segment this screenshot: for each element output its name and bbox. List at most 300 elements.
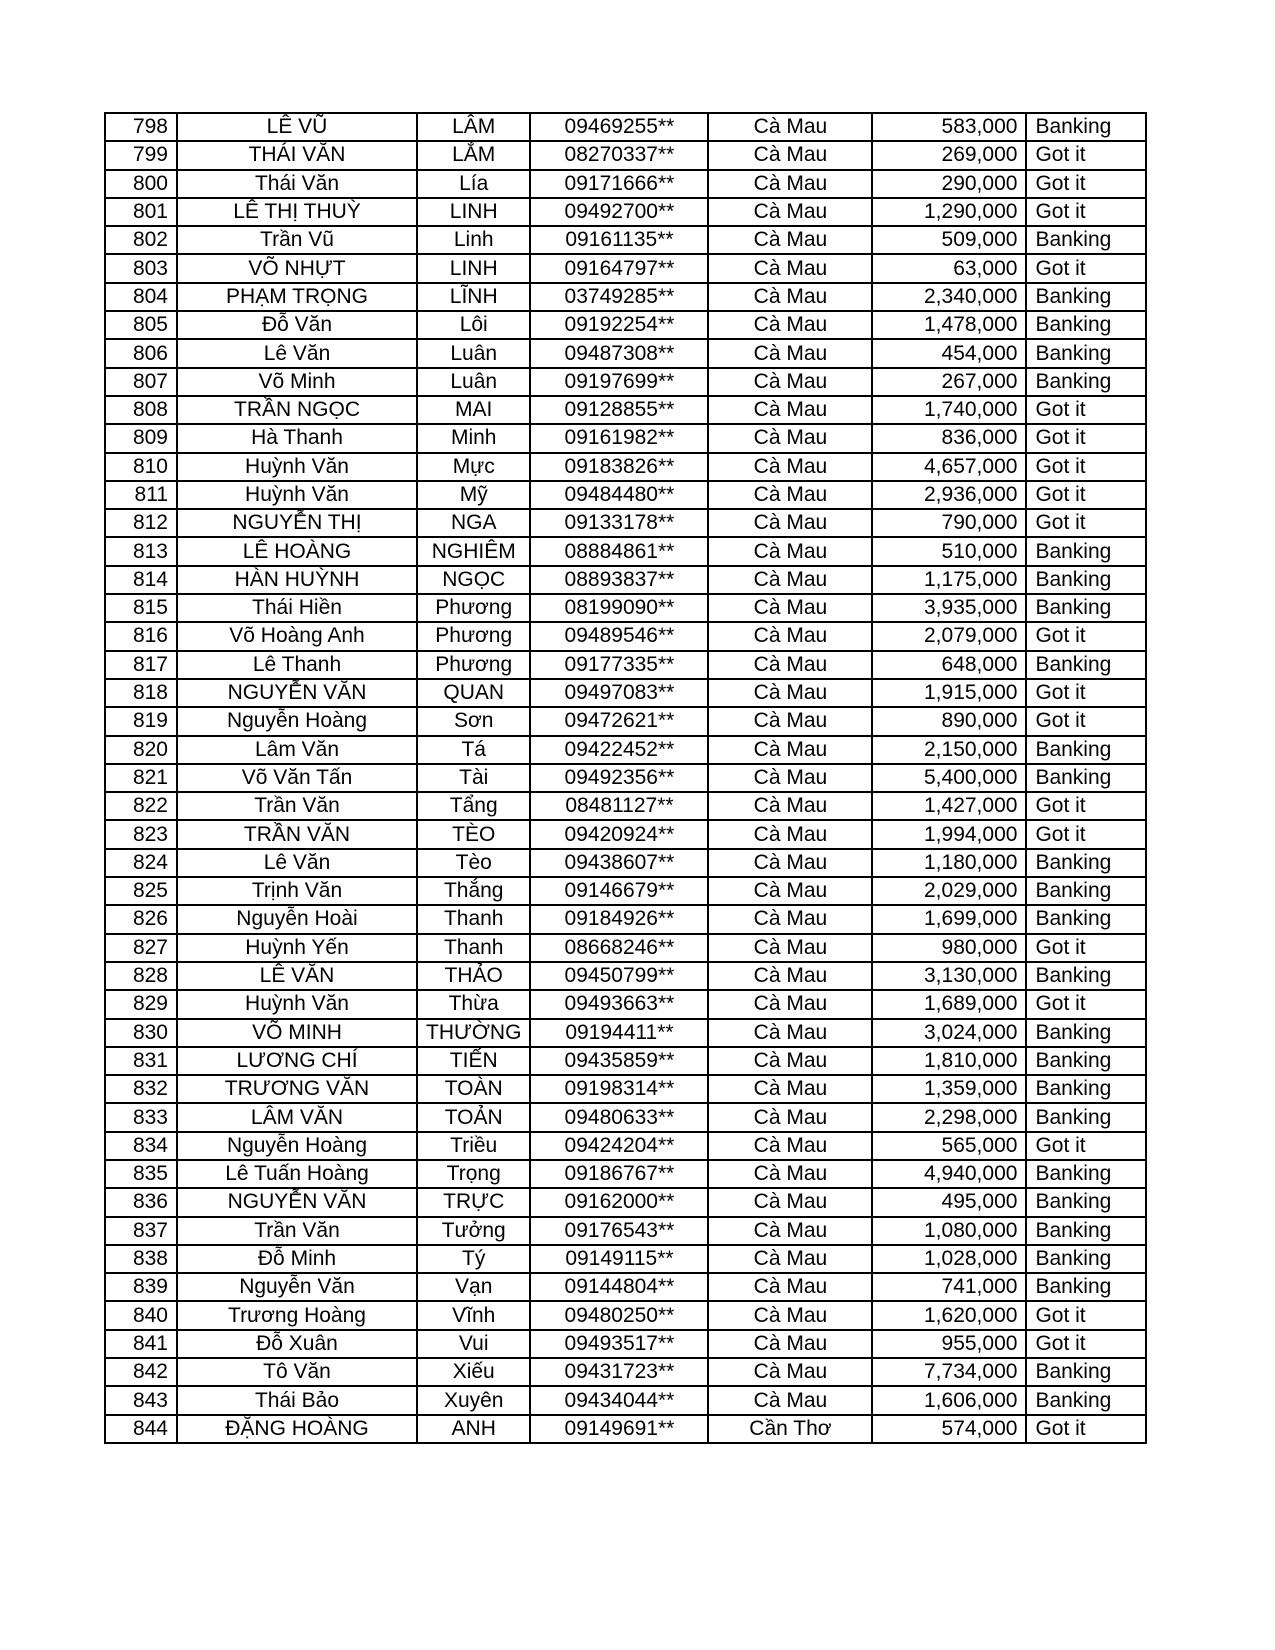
table-row — [105, 113, 1146, 141]
table-row — [105, 141, 1146, 169]
table-row — [105, 1415, 1146, 1443]
payment-method-cell: Banking — [1026, 764, 1146, 792]
payment-method-cell: Got it — [1026, 622, 1146, 650]
payment-method-cell: Banking — [1026, 905, 1146, 933]
payment-method-cell: Banking — [1026, 651, 1146, 679]
last-middle-name-cell: Đỗ Văn — [177, 311, 417, 339]
payment-method-cell: Banking — [1026, 311, 1146, 339]
last-middle-name-cell: LƯƠNG CHÍ — [177, 1047, 417, 1075]
table-row — [105, 651, 1146, 679]
amount-cell: 1,740,000 — [872, 396, 1026, 424]
amount-cell: 836,000 — [872, 424, 1026, 452]
first-name-cell: Xiếu — [417, 1358, 530, 1386]
first-name-cell: Triều — [417, 1132, 530, 1160]
city-cell: Cà Mau — [708, 396, 872, 424]
row-number-cell: 798 — [105, 113, 177, 141]
phone-number-cell: 09197699** — [530, 368, 708, 396]
row-number-cell: 836 — [105, 1188, 177, 1216]
table-row — [105, 481, 1146, 509]
payment-method-cell: Banking — [1026, 566, 1146, 594]
first-name-cell: Phương — [417, 651, 530, 679]
table-row — [105, 849, 1146, 877]
row-number-cell: 813 — [105, 537, 177, 565]
city-cell: Cà Mau — [708, 849, 872, 877]
amount-cell: 1,810,000 — [872, 1047, 1026, 1075]
payment-method-cell: Got it — [1026, 396, 1146, 424]
payment-method-cell: Got it — [1026, 707, 1146, 735]
payment-method-cell: Got it — [1026, 1330, 1146, 1358]
city-cell: Cà Mau — [708, 113, 872, 141]
row-number-cell: 825 — [105, 877, 177, 905]
row-number-cell: 811 — [105, 481, 177, 509]
row-number-cell: 814 — [105, 566, 177, 594]
payment-method-cell: Banking — [1026, 594, 1146, 622]
amount-cell: 890,000 — [872, 707, 1026, 735]
payment-method-cell: Banking — [1026, 1217, 1146, 1245]
last-middle-name-cell: Huỳnh Văn — [177, 481, 417, 509]
table-row — [105, 679, 1146, 707]
table-row — [105, 198, 1146, 226]
row-number-cell: 822 — [105, 792, 177, 820]
first-name-cell: TÈO — [417, 820, 530, 848]
payment-method-cell: Banking — [1026, 962, 1146, 990]
city-cell: Cà Mau — [708, 453, 872, 481]
phone-number-cell: 09435859** — [530, 1047, 708, 1075]
phone-number-cell: 09420924** — [530, 820, 708, 848]
payment-method-cell: Got it — [1026, 453, 1146, 481]
city-cell: Cà Mau — [708, 594, 872, 622]
city-cell: Cà Mau — [708, 1019, 872, 1047]
row-number-cell: 808 — [105, 396, 177, 424]
payment-method-cell: Got it — [1026, 1415, 1146, 1443]
table-row — [105, 934, 1146, 962]
row-number-cell: 816 — [105, 622, 177, 650]
amount-cell: 1,427,000 — [872, 792, 1026, 820]
amount-cell: 980,000 — [872, 934, 1026, 962]
payment-method-cell: Banking — [1026, 1358, 1146, 1386]
last-middle-name-cell: TRƯƠNG VĂN — [177, 1075, 417, 1103]
amount-cell: 648,000 — [872, 651, 1026, 679]
first-name-cell: Phương — [417, 622, 530, 650]
first-name-cell: TOẢN — [417, 1103, 530, 1131]
first-name-cell: Luân — [417, 339, 530, 367]
city-cell: Cà Mau — [708, 1103, 872, 1131]
last-middle-name-cell: LÊ THỊ THUỲ — [177, 198, 417, 226]
row-number-cell: 806 — [105, 339, 177, 367]
payment-method-cell: Got it — [1026, 254, 1146, 282]
amount-cell: 4,657,000 — [872, 453, 1026, 481]
phone-number-cell: 08199090** — [530, 594, 708, 622]
row-number-cell: 819 — [105, 707, 177, 735]
first-name-cell: Thanh — [417, 905, 530, 933]
payment-method-cell: Banking — [1026, 339, 1146, 367]
city-cell: Cà Mau — [708, 1188, 872, 1216]
phone-number-cell: 03749285** — [530, 283, 708, 311]
table-row — [105, 622, 1146, 650]
first-name-cell: Thừa — [417, 990, 530, 1018]
first-name-cell: TOÀN — [417, 1075, 530, 1103]
row-number-cell: 820 — [105, 736, 177, 764]
payment-method-cell: Banking — [1026, 368, 1146, 396]
amount-cell: 1,915,000 — [872, 679, 1026, 707]
first-name-cell: Vạn — [417, 1273, 530, 1301]
phone-number-cell: 09161982** — [530, 424, 708, 452]
first-name-cell: Vui — [417, 1330, 530, 1358]
phone-number-cell: 08893837** — [530, 566, 708, 594]
city-cell: Cà Mau — [708, 736, 872, 764]
row-number-cell: 824 — [105, 849, 177, 877]
amount-cell: 510,000 — [872, 537, 1026, 565]
row-number-cell: 801 — [105, 198, 177, 226]
amount-cell: 1,080,000 — [872, 1217, 1026, 1245]
first-name-cell: Tài — [417, 764, 530, 792]
phone-number-cell: 09497083** — [530, 679, 708, 707]
last-middle-name-cell: VÕ MINH — [177, 1019, 417, 1047]
first-name-cell: NGA — [417, 509, 530, 537]
phone-number-cell: 09171666** — [530, 170, 708, 198]
amount-cell: 1,606,000 — [872, 1386, 1026, 1414]
last-middle-name-cell: Lê Thanh — [177, 651, 417, 679]
city-cell: Cà Mau — [708, 905, 872, 933]
amount-cell: 2,298,000 — [872, 1103, 1026, 1131]
city-cell: Cà Mau — [708, 339, 872, 367]
amount-cell: 2,079,000 — [872, 622, 1026, 650]
table-row — [105, 1301, 1146, 1329]
phone-number-cell: 09489546** — [530, 622, 708, 650]
phone-number-cell: 09162000** — [530, 1188, 708, 1216]
amount-cell: 2,340,000 — [872, 283, 1026, 311]
city-cell: Cà Mau — [708, 226, 872, 254]
amount-cell: 565,000 — [872, 1132, 1026, 1160]
table-row — [105, 594, 1146, 622]
city-cell: Cà Mau — [708, 509, 872, 537]
row-number-cell: 827 — [105, 934, 177, 962]
payment-method-cell: Banking — [1026, 849, 1146, 877]
amount-cell: 1,689,000 — [872, 990, 1026, 1018]
last-middle-name-cell: Trần Vũ — [177, 226, 417, 254]
table-row — [105, 707, 1146, 735]
table-row — [105, 537, 1146, 565]
table-row — [105, 1245, 1146, 1273]
row-number-cell: 842 — [105, 1358, 177, 1386]
last-middle-name-cell: Đỗ Minh — [177, 1245, 417, 1273]
city-cell: Cà Mau — [708, 651, 872, 679]
phone-number-cell: 09424204** — [530, 1132, 708, 1160]
payment-method-cell: Banking — [1026, 1273, 1146, 1301]
row-number-cell: 841 — [105, 1330, 177, 1358]
amount-cell: 583,000 — [872, 113, 1026, 141]
amount-cell: 509,000 — [872, 226, 1026, 254]
city-cell: Cà Mau — [708, 566, 872, 594]
first-name-cell: Lía — [417, 170, 530, 198]
first-name-cell: THẢO — [417, 962, 530, 990]
amount-cell: 1,175,000 — [872, 566, 1026, 594]
last-middle-name-cell: LÊ VŨ — [177, 113, 417, 141]
first-name-cell: Tý — [417, 1245, 530, 1273]
amount-cell: 5,400,000 — [872, 764, 1026, 792]
row-number-cell: 832 — [105, 1075, 177, 1103]
amount-cell: 1,620,000 — [872, 1301, 1026, 1329]
table-row — [105, 820, 1146, 848]
table-row — [105, 368, 1146, 396]
row-number-cell: 829 — [105, 990, 177, 1018]
first-name-cell: Thắng — [417, 877, 530, 905]
amount-cell: 269,000 — [872, 141, 1026, 169]
phone-number-cell: 09493517** — [530, 1330, 708, 1358]
row-number-cell: 843 — [105, 1386, 177, 1414]
row-number-cell: 818 — [105, 679, 177, 707]
first-name-cell: LÂM — [417, 113, 530, 141]
first-name-cell: LẮM — [417, 141, 530, 169]
amount-cell: 574,000 — [872, 1415, 1026, 1443]
amount-cell: 1,994,000 — [872, 820, 1026, 848]
first-name-cell: Tá — [417, 736, 530, 764]
amount-cell: 3,130,000 — [872, 962, 1026, 990]
phone-number-cell: 09434044** — [530, 1386, 708, 1414]
amount-cell: 790,000 — [872, 509, 1026, 537]
last-middle-name-cell: Nguyễn Văn — [177, 1273, 417, 1301]
row-number-cell: 810 — [105, 453, 177, 481]
first-name-cell: Linh — [417, 226, 530, 254]
payment-method-cell: Banking — [1026, 736, 1146, 764]
first-name-cell: Xuyên — [417, 1386, 530, 1414]
first-name-cell: Phương — [417, 594, 530, 622]
table-row — [105, 764, 1146, 792]
city-cell: Cà Mau — [708, 1132, 872, 1160]
row-number-cell: 823 — [105, 820, 177, 848]
amount-cell: 2,936,000 — [872, 481, 1026, 509]
row-number-cell: 807 — [105, 368, 177, 396]
table-row — [105, 566, 1146, 594]
table-row — [105, 1132, 1146, 1160]
last-middle-name-cell: LÊ HOÀNG — [177, 537, 417, 565]
amount-cell: 3,024,000 — [872, 1019, 1026, 1047]
table-row — [105, 226, 1146, 254]
payment-method-cell: Banking — [1026, 1386, 1146, 1414]
last-middle-name-cell: NGUYỄN VĂN — [177, 1188, 417, 1216]
city-cell: Cà Mau — [708, 283, 872, 311]
last-middle-name-cell: Lê Tuấn Hoàng — [177, 1160, 417, 1188]
payment-method-cell: Got it — [1026, 198, 1146, 226]
city-cell: Cà Mau — [708, 1386, 872, 1414]
last-middle-name-cell: PHẠM TRỌNG — [177, 283, 417, 311]
amount-cell: 495,000 — [872, 1188, 1026, 1216]
amount-cell: 7,734,000 — [872, 1358, 1026, 1386]
last-middle-name-cell: Võ Hoàng Anh — [177, 622, 417, 650]
table-row — [105, 254, 1146, 282]
phone-number-cell: 09438607** — [530, 849, 708, 877]
amount-cell: 1,180,000 — [872, 849, 1026, 877]
last-middle-name-cell: Thái Văn — [177, 170, 417, 198]
city-cell: Cà Mau — [708, 1358, 872, 1386]
phone-number-cell: 09192254** — [530, 311, 708, 339]
row-number-cell: 804 — [105, 283, 177, 311]
phone-number-cell: 09431723** — [530, 1358, 708, 1386]
city-cell: Cà Mau — [708, 424, 872, 452]
last-middle-name-cell: Đỗ Xuân — [177, 1330, 417, 1358]
payment-method-cell: Banking — [1026, 1019, 1146, 1047]
row-number-cell: 833 — [105, 1103, 177, 1131]
table-row — [105, 283, 1146, 311]
city-cell: Cà Mau — [708, 141, 872, 169]
payment-method-cell: Banking — [1026, 877, 1146, 905]
row-number-cell: 831 — [105, 1047, 177, 1075]
amount-cell: 4,940,000 — [872, 1160, 1026, 1188]
city-cell: Cà Mau — [708, 679, 872, 707]
city-cell: Cà Mau — [708, 254, 872, 282]
amount-cell: 290,000 — [872, 170, 1026, 198]
payment-method-cell: Banking — [1026, 1160, 1146, 1188]
payment-method-cell: Got it — [1026, 170, 1146, 198]
amount-cell: 1,699,000 — [872, 905, 1026, 933]
last-middle-name-cell: ĐẶNG HOÀNG — [177, 1415, 417, 1443]
phone-number-cell: 09194411** — [530, 1019, 708, 1047]
last-middle-name-cell: VÕ NHỰT — [177, 254, 417, 282]
phone-number-cell: 08668246** — [530, 934, 708, 962]
phone-number-cell: 09480633** — [530, 1103, 708, 1131]
table-row — [105, 424, 1146, 452]
amount-cell: 454,000 — [872, 339, 1026, 367]
payment-method-cell: Got it — [1026, 792, 1146, 820]
city-cell: Cà Mau — [708, 1330, 872, 1358]
city-cell: Cà Mau — [708, 1301, 872, 1329]
last-middle-name-cell: Trịnh Văn — [177, 877, 417, 905]
row-number-cell: 821 — [105, 764, 177, 792]
row-number-cell: 834 — [105, 1132, 177, 1160]
row-number-cell: 802 — [105, 226, 177, 254]
first-name-cell: Sơn — [417, 707, 530, 735]
payment-method-cell: Got it — [1026, 934, 1146, 962]
last-middle-name-cell: Lê Văn — [177, 339, 417, 367]
row-number-cell: 838 — [105, 1245, 177, 1273]
first-name-cell: Mỹ — [417, 481, 530, 509]
payment-method-cell: Banking — [1026, 226, 1146, 254]
phone-number-cell: 09422452** — [530, 736, 708, 764]
table-row — [105, 1330, 1146, 1358]
row-number-cell: 835 — [105, 1160, 177, 1188]
last-middle-name-cell: Võ Minh — [177, 368, 417, 396]
first-name-cell: LINH — [417, 198, 530, 226]
city-cell: Cần Thơ — [708, 1415, 872, 1443]
table-row — [105, 1103, 1146, 1131]
city-cell: Cà Mau — [708, 707, 872, 735]
row-number-cell: 839 — [105, 1273, 177, 1301]
row-number-cell: 817 — [105, 651, 177, 679]
amount-cell: 741,000 — [872, 1273, 1026, 1301]
phone-number-cell: 09133178** — [530, 509, 708, 537]
last-middle-name-cell: TRẦN NGỌC — [177, 396, 417, 424]
last-middle-name-cell: TRẦN VĂN — [177, 820, 417, 848]
first-name-cell: TIẾN — [417, 1047, 530, 1075]
row-number-cell: 828 — [105, 962, 177, 990]
phone-number-cell: 09492356** — [530, 764, 708, 792]
first-name-cell: Thanh — [417, 934, 530, 962]
phone-number-cell: 09128855** — [530, 396, 708, 424]
city-cell: Cà Mau — [708, 481, 872, 509]
first-name-cell: THƯỜNG — [417, 1019, 530, 1047]
phone-number-cell: 09487308** — [530, 339, 708, 367]
phone-number-cell: 08270337** — [530, 141, 708, 169]
last-middle-name-cell: LÊ VĂN — [177, 962, 417, 990]
first-name-cell: Lôi — [417, 311, 530, 339]
city-cell: Cà Mau — [708, 368, 872, 396]
row-number-cell: 840 — [105, 1301, 177, 1329]
last-middle-name-cell: Võ Văn Tấn — [177, 764, 417, 792]
phone-number-cell: 08481127** — [530, 792, 708, 820]
row-number-cell: 826 — [105, 905, 177, 933]
last-middle-name-cell: Thái Hiền — [177, 594, 417, 622]
amount-cell: 1,290,000 — [872, 198, 1026, 226]
row-number-cell: 812 — [105, 509, 177, 537]
first-name-cell: Vĩnh — [417, 1301, 530, 1329]
phone-number-cell: 09161135** — [530, 226, 708, 254]
last-middle-name-cell: Huỳnh Yến — [177, 934, 417, 962]
phone-number-cell: 09149115** — [530, 1245, 708, 1273]
last-middle-name-cell: Trương Hoàng — [177, 1301, 417, 1329]
last-middle-name-cell: Trần Văn — [177, 792, 417, 820]
table-row — [105, 1386, 1146, 1414]
last-middle-name-cell: LÂM VĂN — [177, 1103, 417, 1131]
winners-table — [104, 112, 1147, 1444]
payment-method-cell: Banking — [1026, 1245, 1146, 1273]
city-cell: Cà Mau — [708, 1217, 872, 1245]
payment-method-cell: Got it — [1026, 679, 1146, 707]
phone-number-cell: 09484480** — [530, 481, 708, 509]
row-number-cell: 800 — [105, 170, 177, 198]
table-row — [105, 1188, 1146, 1216]
first-name-cell: LĨNH — [417, 283, 530, 311]
city-cell: Cà Mau — [708, 1075, 872, 1103]
table-row — [105, 1047, 1146, 1075]
payment-method-cell: Got it — [1026, 424, 1146, 452]
last-middle-name-cell: Hà Thanh — [177, 424, 417, 452]
phone-number-cell: 09184926** — [530, 905, 708, 933]
amount-cell: 267,000 — [872, 368, 1026, 396]
table-row — [105, 1160, 1146, 1188]
phone-number-cell: 08884861** — [530, 537, 708, 565]
city-cell: Cà Mau — [708, 990, 872, 1018]
first-name-cell: Luân — [417, 368, 530, 396]
amount-cell: 2,029,000 — [872, 877, 1026, 905]
table-row — [105, 311, 1146, 339]
payment-method-cell: Banking — [1026, 113, 1146, 141]
table-row — [105, 736, 1146, 764]
payment-method-cell: Banking — [1026, 1188, 1146, 1216]
phone-number-cell: 09492700** — [530, 198, 708, 226]
city-cell: Cà Mau — [708, 622, 872, 650]
phone-number-cell: 09186767** — [530, 1160, 708, 1188]
last-middle-name-cell: HÀN HUỲNH — [177, 566, 417, 594]
table-row — [105, 905, 1146, 933]
table-row — [105, 170, 1146, 198]
first-name-cell: Tẩng — [417, 792, 530, 820]
city-cell: Cà Mau — [708, 962, 872, 990]
amount-cell: 2,150,000 — [872, 736, 1026, 764]
table-row — [105, 792, 1146, 820]
table-row — [105, 453, 1146, 481]
phone-number-cell: 09164797** — [530, 254, 708, 282]
table-row — [105, 509, 1146, 537]
last-middle-name-cell: Huỳnh Văn — [177, 990, 417, 1018]
payment-method-cell: Got it — [1026, 141, 1146, 169]
first-name-cell: QUAN — [417, 679, 530, 707]
last-middle-name-cell: NGUYỄN THỊ — [177, 509, 417, 537]
last-middle-name-cell: Lâm Văn — [177, 736, 417, 764]
table-row — [105, 877, 1146, 905]
payment-method-cell: Got it — [1026, 481, 1146, 509]
last-middle-name-cell: Lê Văn — [177, 849, 417, 877]
payment-method-cell: Got it — [1026, 1132, 1146, 1160]
